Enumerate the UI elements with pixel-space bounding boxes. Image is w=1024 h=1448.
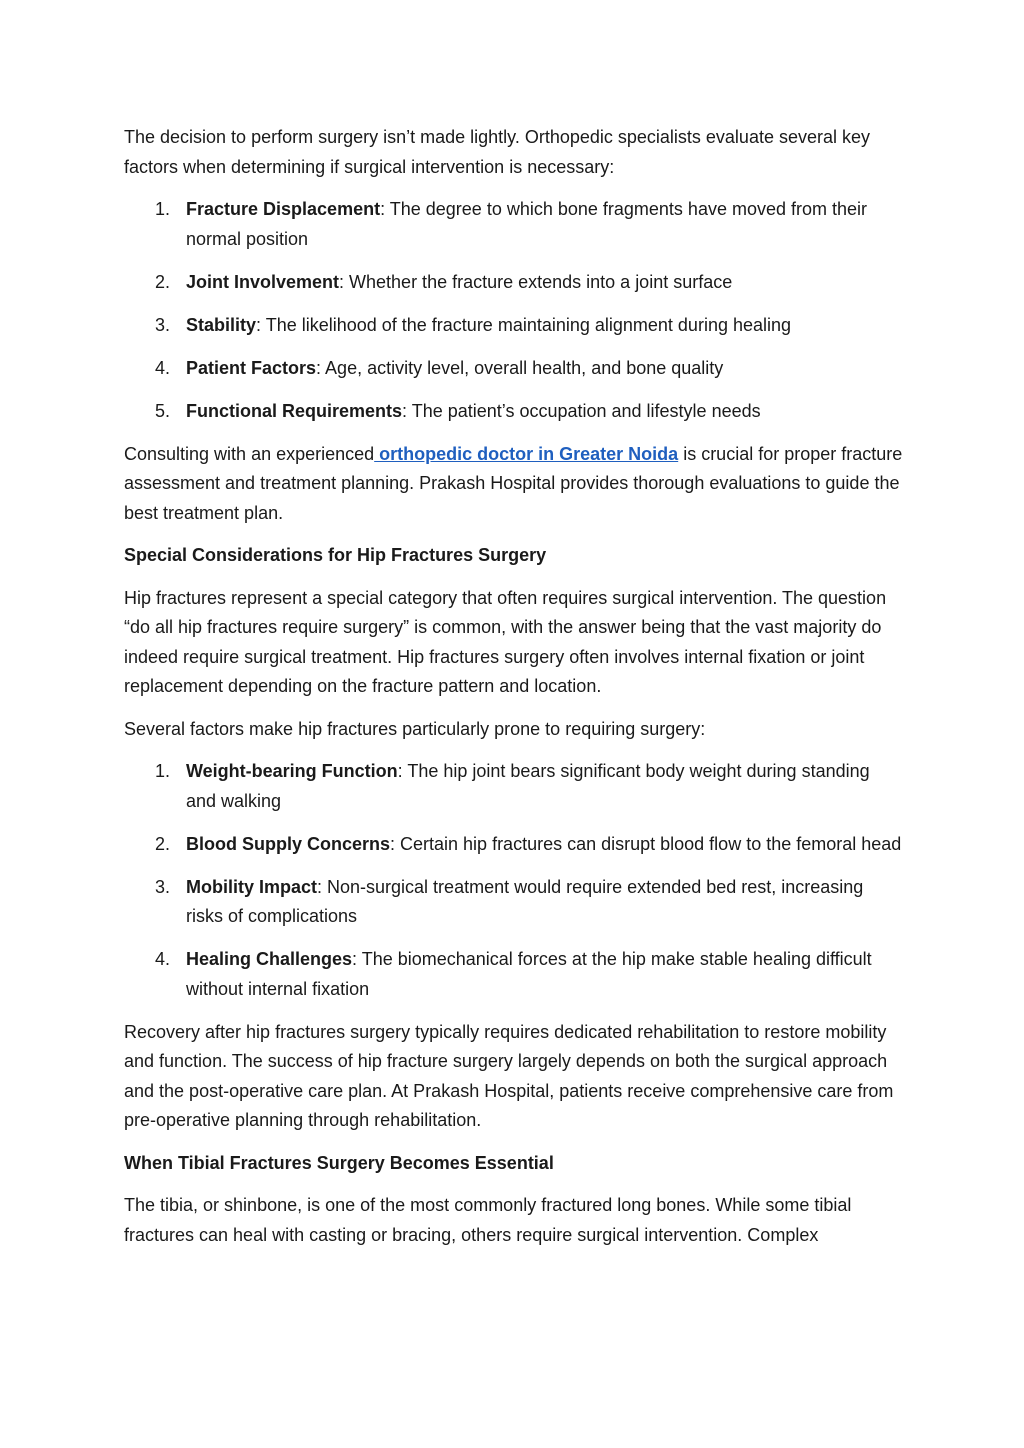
list-number: 4. — [155, 357, 171, 378]
list-description: : The biomechanical forces at the hip make stable healing difficult without internal fixation — [186, 949, 872, 999]
list-item — [124, 830, 904, 860]
list-term: Patient Factors — [186, 357, 317, 378]
list-item — [124, 873, 904, 932]
list-term: Stability — [186, 314, 257, 335]
list-number: 4. — [155, 949, 171, 969]
list-description: : The degree to which bone fragments have moved from their normal position — [186, 199, 868, 249]
list-term: Joint Involvement — [186, 271, 340, 292]
hip-factors-list — [124, 757, 904, 1004]
list-term: Weight-bearing Function — [186, 761, 398, 781]
hip-paragraph-2: Several factors make hip fractures particularly prone to requiring surgery: — [124, 718, 706, 739]
list-term: Mobility Impact — [186, 876, 318, 897]
list-item — [124, 354, 904, 384]
list-term: Blood Supply Concerns — [186, 833, 391, 854]
tibial-paragraph-1: The tibia, or shinbone, is one of the most commonly fractured long bones. While some tibial fractures can heal with casting or bracing, others require surgical intervention. Complex — [124, 1195, 852, 1245]
list-number: 3. — [155, 314, 171, 335]
list-number: 1. — [155, 199, 171, 219]
list-item — [124, 945, 904, 1004]
hip-paragraph-3: Recovery after hip fractures surgery typically requires dedicated rehabilitation to restore mobility and function. The success of hip fracture surgery largely depends on both the surgical approach and the post-operative care plan. At Prakash Hospital, patients receive comprehensive care from pre-operative planning through rehabilitation. — [124, 1021, 894, 1130]
list-item — [124, 268, 904, 298]
hip-section-heading: Special Considerations for Hip Fractures Surgery — [124, 545, 547, 565]
list-description: : Whether the fracture extends into a joint surface — [339, 271, 733, 292]
consult-text-before: Consulting with an experienced — [124, 443, 375, 464]
list-description: : Non-surgical treatment would require extended bed rest, increasing risks of complications — [186, 876, 864, 926]
list-item — [124, 757, 904, 816]
consult-paragraph — [124, 440, 904, 529]
list-description: : The hip joint bears significant body weight during standing and walking — [186, 761, 870, 811]
tibial-section-heading: When Tibial Fractures Surgery Becomes Essential — [124, 1152, 554, 1173]
list-item — [124, 397, 904, 427]
list-number: 5. — [155, 400, 171, 421]
list-item — [124, 195, 904, 254]
list-description: : The likelihood of the fracture maintaining alignment during healing — [256, 314, 792, 335]
hip-paragraph-1: Hip fractures represent a special category that often requires surgical intervention. The question “do all hip fractures require surgery” is common, with the answer being that the vast majority do indeed require surgical treatment. Hip fractures surgery often involves internal fixation or joint replacement depending on the fracture pattern and location. — [124, 587, 887, 696]
list-description: : Certain hip fractures can disrupt blood flow to the femoral head — [390, 833, 902, 854]
consult-text-after: is crucial for proper fracture assessment and treatment planning. Prakash Hospital provides thorough evaluations to guide the best treatment plan. — [124, 443, 903, 523]
list-term: Healing Challenges — [186, 949, 353, 969]
list-number: 2. — [155, 833, 171, 854]
list-item — [124, 311, 904, 341]
list-number: 3. — [155, 876, 171, 897]
list-number: 2. — [155, 271, 171, 292]
document-page — [124, 123, 904, 1263]
intro-paragraph: The decision to perform surgery isn’t made lightly. Orthopedic specialists evaluate several key factors when determining if surgical intervention is necessary: — [124, 127, 871, 177]
list-description: : Age, activity level, overall health, and bone quality — [316, 357, 724, 378]
list-term: Fracture Displacement — [186, 199, 381, 219]
orthopedic-doctor-link[interactable]: orthopedic doctor in Greater Noida — [374, 443, 679, 464]
factors-list — [124, 195, 904, 426]
list-number: 1. — [155, 761, 171, 781]
list-description: : The patient’s occupation and lifestyle needs — [402, 400, 761, 421]
list-term: Functional Requirements — [186, 400, 403, 421]
